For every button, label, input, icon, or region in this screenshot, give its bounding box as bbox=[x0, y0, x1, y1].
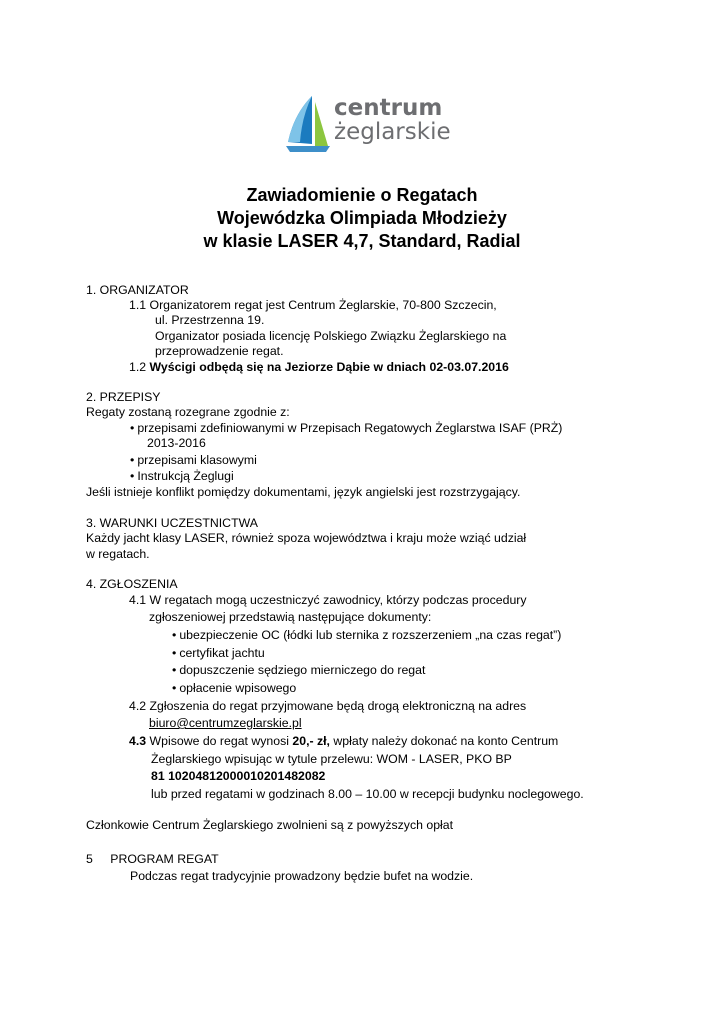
s5-heading: PROGRAM REGAT bbox=[110, 852, 219, 866]
s4-doc4-text: opłacenie wpisowego bbox=[179, 681, 297, 695]
s3-line2: w regatach. bbox=[86, 547, 150, 561]
s4-doc4 bbox=[172, 679, 296, 697]
s4-p1-line2: zgłoszeniowej przedstawią następujące dokumenty: bbox=[149, 610, 432, 624]
s1-p2-num: 1.2 bbox=[129, 360, 147, 374]
s4-doc1 bbox=[172, 626, 561, 644]
section3-heading: 3. WARUNKI UCZESTNICTWA bbox=[86, 516, 258, 530]
s1-p1-line3: Organizator posiada licencję Polskiego Związku Żeglarskiego na bbox=[155, 329, 507, 343]
section4-heading: 4. ZGŁOSZENIA bbox=[86, 577, 178, 591]
s5-line1: Podczas regat tradycyjnie prowadzony będzie bufet na wodzie. bbox=[130, 869, 474, 883]
s2-bullet1-text: przepisami zdefiniowanymi w Przepisach Regatowych Żeglarstwa ISAF (PRŻ) bbox=[137, 421, 563, 435]
s4-members: Członkowie Centrum Żeglarskiego zwolnieni są z powyższych opłat bbox=[86, 818, 454, 832]
s4-doc3-text: dopuszczenie sędziego mierniczego do regat bbox=[179, 663, 426, 677]
s2-intro: Regaty zostaną rozegrane zgodnie z: bbox=[86, 405, 290, 419]
s4-doc2-text: certyfikat jachtu bbox=[179, 646, 265, 660]
s1-p1-line2: ul. Przestrzenna 19. bbox=[155, 313, 265, 327]
title-line1: Zawiadomienie o Regatach bbox=[246, 185, 478, 205]
s1-p2-text: Wyścigi odbędą się na Jeziorze Dąbie w dniach 02-03.07.2016 bbox=[149, 360, 509, 374]
section5-heading bbox=[86, 850, 219, 868]
s4-p3-line4: lub przed regatami w godzinach 8.00 – 10.00 w recepcji budynku noclegowego. bbox=[151, 787, 584, 801]
logo-line1: centrum bbox=[334, 95, 443, 121]
s4-p3-num: 4.3 bbox=[129, 734, 147, 748]
s2-bullet2-text: przepisami klasowymi bbox=[137, 453, 257, 467]
s4-p3-b: wpłaty należy dokonać na konto Centrum bbox=[333, 734, 559, 748]
s1-p1-line1: 1.1 Organizatorem regat jest Centrum Żeglarskie, 70-800 Szczecin, bbox=[129, 298, 497, 312]
s4-p2-line1: 4.2 Zgłoszenia do regat przyjmowane będą drogą elektroniczną na adres bbox=[129, 699, 527, 713]
s4-p3-line2: Żeglarskiego wpisując w tytule przelewu: WOM - LASER, PKO BP bbox=[151, 752, 512, 766]
s4-doc2 bbox=[172, 644, 265, 662]
logo-line2: żeglarskie bbox=[334, 119, 451, 145]
s2-bullet3-text: Instrukcją Żeglugi bbox=[137, 469, 234, 483]
hull bbox=[286, 146, 330, 152]
s4-p3-a: Wpisowe do regat wynosi bbox=[149, 734, 289, 748]
email-link[interactable]: biuro@centrumzeglarskie.pl bbox=[149, 716, 302, 730]
sail-icon bbox=[282, 94, 334, 156]
s1-p1-line4: przeprowadzenie regat. bbox=[155, 344, 284, 358]
s3-line1: Każdy jacht klasy LASER, również spoza województwa i kraju może wziąć udział bbox=[86, 531, 527, 545]
s2-bullet1-cont: 2013-2016 bbox=[147, 436, 206, 450]
s5-num: 5 bbox=[86, 852, 93, 866]
s4-p3-line1 bbox=[129, 732, 558, 750]
s1-p2 bbox=[129, 358, 509, 376]
bank-account: 81 10204812000010201482082 bbox=[151, 769, 326, 783]
s4-p1-line1: 4.1 W regatach mogą uczestniczyć zawodnicy, którzy podczas procedury bbox=[129, 593, 527, 607]
s4-doc1-text: ubezpieczenie OC (łódki lub sternika z rozszerzeniem „na czas regat”) bbox=[179, 628, 562, 642]
s4-p3-fee: 20,- zł, bbox=[292, 734, 330, 748]
title-line3: w klasie LASER 4,7, Standard, Radial bbox=[203, 231, 521, 251]
section2-heading: 2. PRZEPISY bbox=[86, 390, 161, 404]
title-line2: Wojewódzka Olimpiada Młodzieży bbox=[217, 208, 507, 228]
section1-heading: 1. ORGANIZATOR bbox=[86, 283, 189, 297]
logo bbox=[282, 94, 451, 156]
s4-doc3 bbox=[172, 661, 425, 679]
sail-green bbox=[315, 102, 328, 146]
s2-conflict: Jeśli istnieje konflikt pomiędzy dokumentami, język angielski jest rozstrzygający. bbox=[86, 485, 521, 499]
